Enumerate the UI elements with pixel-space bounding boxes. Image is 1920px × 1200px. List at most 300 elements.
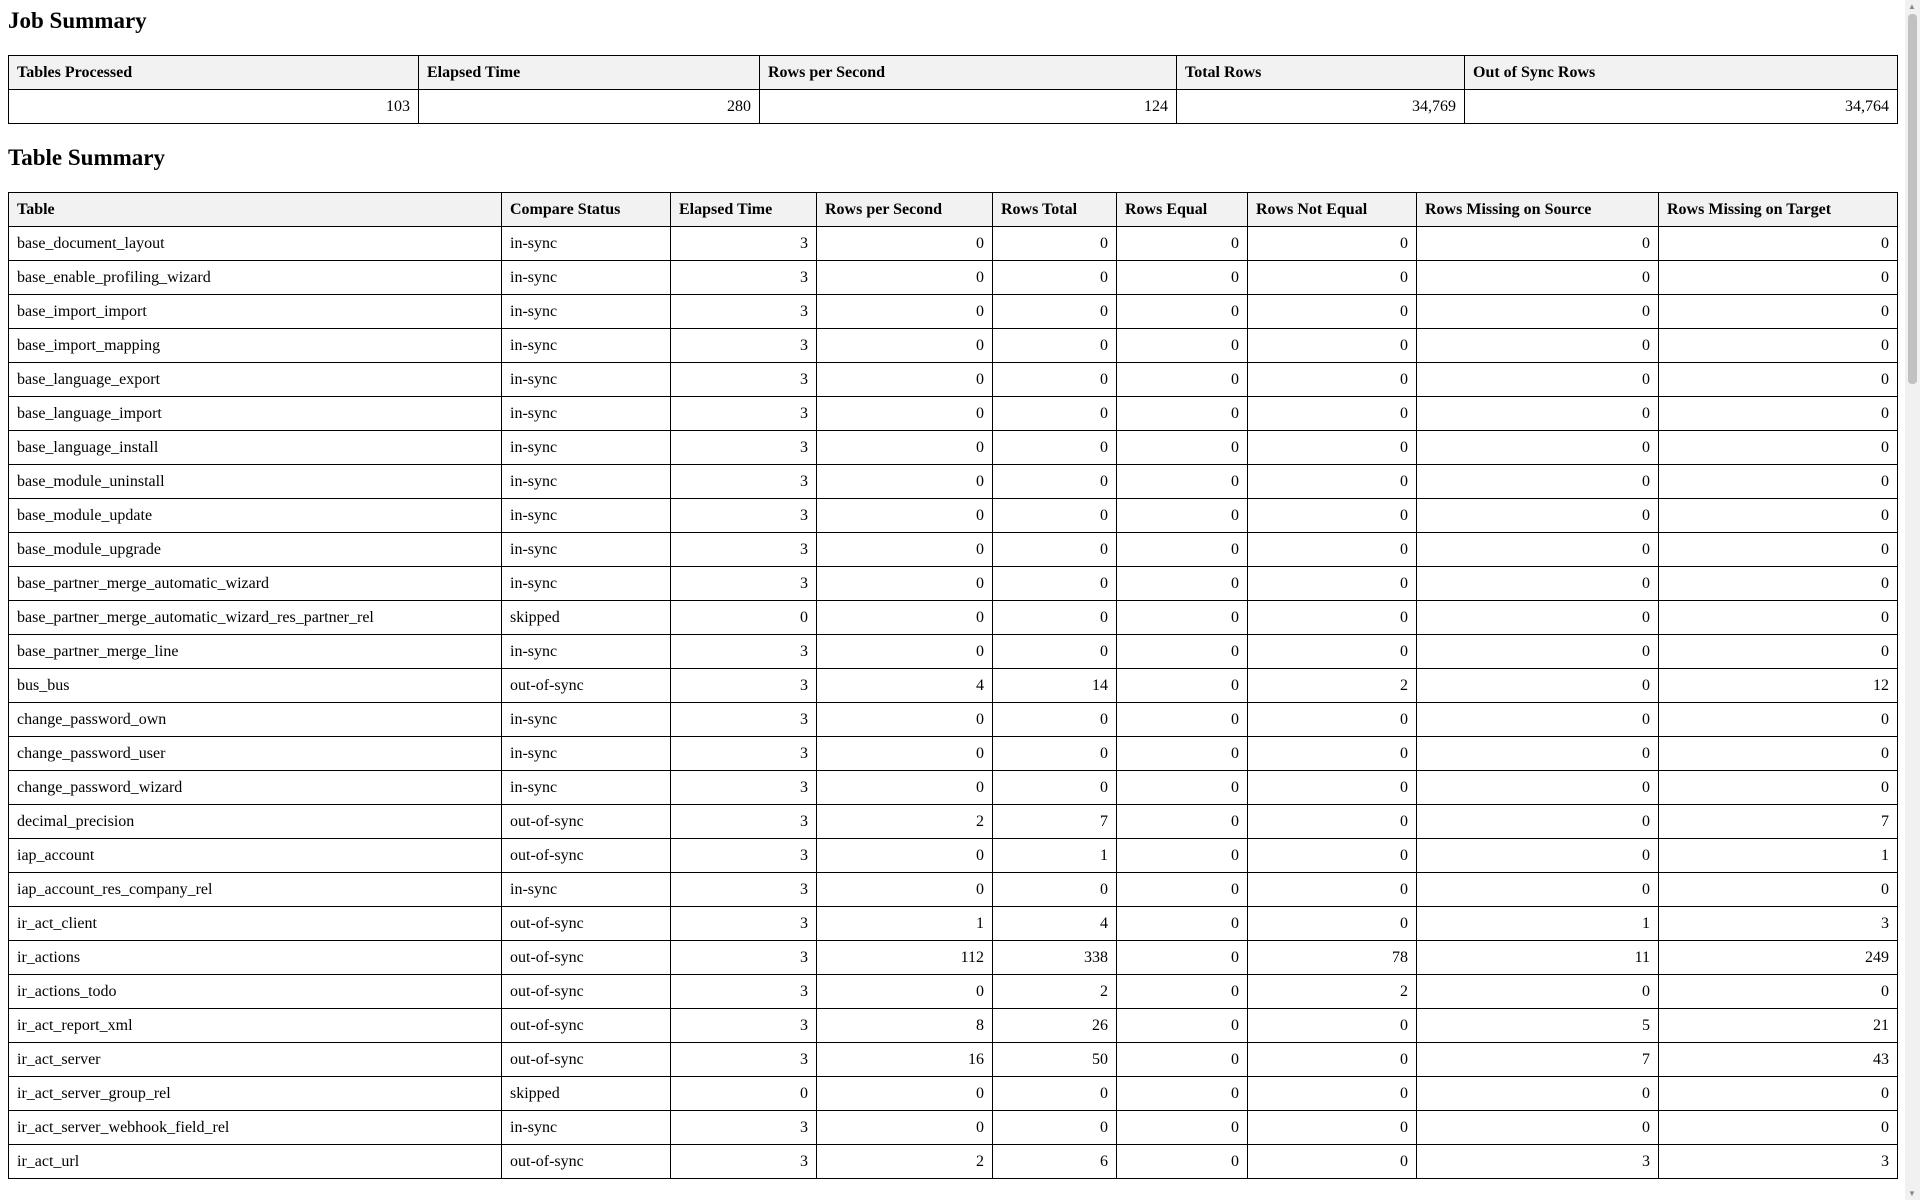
elapsed-time-cell: 0 (671, 1077, 817, 1111)
table-row (9, 465, 1898, 499)
job-summary-header-row (9, 56, 1898, 90)
elapsed-time-cell: 3 (671, 431, 817, 465)
rows-equal-cell: 0 (1117, 839, 1248, 873)
rows-per-second-cell: 1 (817, 907, 993, 941)
table-row (9, 873, 1898, 907)
total-rows-value: 34,769 (1177, 90, 1465, 124)
rows-missing-on-source-cell: 0 (1417, 465, 1659, 499)
rows-missing-on-target-cell: 43 (1659, 1043, 1898, 1077)
compare-status-cell: in-sync (502, 567, 671, 601)
rows-equal-cell: 0 (1117, 363, 1248, 397)
rows-not-equal-cell: 0 (1248, 431, 1417, 465)
rows-total-cell: 0 (993, 329, 1117, 363)
elapsed-time-cell: 3 (671, 703, 817, 737)
elapsed-time-cell: 3 (671, 873, 817, 907)
rows-per-second-cell: 0 (817, 1111, 993, 1145)
rows-missing-on-target-cell: 0 (1659, 1077, 1898, 1111)
rows-equal-cell: 0 (1117, 635, 1248, 669)
table-summary-heading: Table Summary (8, 145, 165, 170)
rows-total-cell: 0 (993, 635, 1117, 669)
compare-status-cell: out-of-sync (502, 1043, 671, 1077)
rows-per-second-cell: 0 (817, 397, 993, 431)
scrollbar-thumb[interactable] (1908, 14, 1917, 384)
header-tables-processed: Tables Processed (9, 56, 419, 90)
compare-status-cell: out-of-sync (502, 1009, 671, 1043)
rows-per-second-cell: 0 (817, 975, 993, 1009)
table-row (9, 601, 1898, 635)
elapsed-time-cell: 3 (671, 975, 817, 1009)
elapsed-time-cell: 3 (671, 839, 817, 873)
elapsed-time-cell: 3 (671, 1043, 817, 1077)
elapsed-time-cell: 3 (671, 805, 817, 839)
job-summary-heading: Job Summary (8, 8, 147, 33)
rows-equal-cell: 0 (1117, 771, 1248, 805)
elapsed-time-cell: 3 (671, 771, 817, 805)
compare-status-cell: in-sync (502, 295, 671, 329)
rows-not-equal-cell: 0 (1248, 533, 1417, 567)
rows-per-second-cell: 16 (817, 1043, 993, 1077)
header-table: Table (9, 193, 502, 227)
compare-status-cell: in-sync (502, 431, 671, 465)
rows-missing-on-source-cell: 0 (1417, 363, 1659, 397)
rows-equal-cell: 0 (1117, 669, 1248, 703)
table-cell: ir_actions (9, 941, 502, 975)
table-cell: iap_account (9, 839, 502, 873)
table-cell: base_language_import (9, 397, 502, 431)
rows-per-second-cell: 0 (817, 1077, 993, 1111)
rows-per-second-cell: 0 (817, 601, 993, 635)
rows-equal-cell: 0 (1117, 873, 1248, 907)
rows-per-second-cell: 0 (817, 363, 993, 397)
elapsed-time-cell: 3 (671, 941, 817, 975)
rows-missing-on-target-cell: 0 (1659, 601, 1898, 635)
rows-not-equal-cell: 0 (1248, 737, 1417, 771)
rows-total-cell: 0 (993, 771, 1117, 805)
rows-equal-cell: 0 (1117, 737, 1248, 771)
scroll-down-arrow-icon[interactable]: ▼ (1908, 1189, 1916, 1198)
compare-status-cell: skipped (502, 601, 671, 635)
rows-missing-on-source-cell: 0 (1417, 431, 1659, 465)
table-row (9, 329, 1898, 363)
rows-equal-cell: 0 (1117, 227, 1248, 261)
table-row (9, 567, 1898, 601)
rows-equal-cell: 0 (1117, 907, 1248, 941)
table-row (9, 1009, 1898, 1043)
rows-missing-on-target-cell: 12 (1659, 669, 1898, 703)
table-row (9, 907, 1898, 941)
rows-total-cell: 14 (993, 669, 1117, 703)
rows-equal-cell: 0 (1117, 499, 1248, 533)
header-rows-missing-on-source: Rows Missing on Source (1417, 193, 1659, 227)
rows-missing-on-source-cell: 0 (1417, 227, 1659, 261)
rows-missing-on-target-cell: 0 (1659, 397, 1898, 431)
rows-total-cell: 0 (993, 1111, 1117, 1145)
table-row (9, 363, 1898, 397)
header-rows-total: Rows Total (993, 193, 1117, 227)
out-of-sync-rows-value: 34,764 (1465, 90, 1898, 124)
elapsed-time-cell: 3 (671, 397, 817, 431)
rows-missing-on-target-cell: 7 (1659, 805, 1898, 839)
rows-total-cell: 0 (993, 1077, 1117, 1111)
rows-not-equal-cell: 0 (1248, 329, 1417, 363)
table-cell: base_partner_merge_automatic_wizard_res_partner_rel (9, 601, 502, 635)
rows-missing-on-target-cell: 0 (1659, 363, 1898, 397)
rows-not-equal-cell: 0 (1248, 1043, 1417, 1077)
rows-missing-on-source-cell: 0 (1417, 329, 1659, 363)
table-cell: base_import_mapping (9, 329, 502, 363)
header-rows-per-second: Rows per Second (817, 193, 993, 227)
rows-not-equal-cell: 0 (1248, 601, 1417, 635)
rows-missing-on-target-cell: 0 (1659, 873, 1898, 907)
table-row (9, 431, 1898, 465)
header-compare-status: Compare Status (502, 193, 671, 227)
compare-status-cell: out-of-sync (502, 907, 671, 941)
rows-total-cell: 50 (993, 1043, 1117, 1077)
table-cell: base_import_import (9, 295, 502, 329)
header-rows-missing-on-target: Rows Missing on Target (1659, 193, 1898, 227)
table-cell: ir_act_report_xml (9, 1009, 502, 1043)
rows-missing-on-target-cell: 1 (1659, 839, 1898, 873)
rows-missing-on-target-cell: 249 (1659, 941, 1898, 975)
header-elapsed-time: Elapsed Time (419, 56, 760, 90)
rows-not-equal-cell: 0 (1248, 1111, 1417, 1145)
rows-missing-on-source-cell: 0 (1417, 635, 1659, 669)
table-row (9, 261, 1898, 295)
compare-status-cell: in-sync (502, 227, 671, 261)
rows-missing-on-target-cell: 0 (1659, 227, 1898, 261)
rows-per-second-cell: 0 (817, 635, 993, 669)
table-cell: base_module_upgrade (9, 533, 502, 567)
rows-equal-cell: 0 (1117, 1009, 1248, 1043)
elapsed-time-cell: 3 (671, 329, 817, 363)
rows-per-second-cell: 2 (817, 1145, 993, 1179)
rows-missing-on-target-cell: 3 (1659, 1145, 1898, 1179)
header-rows-per-second: Rows per Second (760, 56, 1177, 90)
elapsed-time-cell: 3 (671, 533, 817, 567)
table-cell: change_password_own (9, 703, 502, 737)
rows-per-second-cell: 0 (817, 703, 993, 737)
rows-missing-on-source-cell: 0 (1417, 669, 1659, 703)
rows-missing-on-target-cell: 0 (1659, 703, 1898, 737)
elapsed-time-cell: 3 (671, 295, 817, 329)
rows-not-equal-cell: 0 (1248, 261, 1417, 295)
compare-status-cell: in-sync (502, 363, 671, 397)
elapsed-time-cell: 3 (671, 1009, 817, 1043)
rows-total-cell: 0 (993, 363, 1117, 397)
compare-status-cell: in-sync (502, 1111, 671, 1145)
rows-not-equal-cell: 78 (1248, 941, 1417, 975)
rows-not-equal-cell: 0 (1248, 567, 1417, 601)
rows-per-second-cell: 112 (817, 941, 993, 975)
table-row (9, 1111, 1898, 1145)
table-summary-table (8, 192, 1898, 1179)
rows-not-equal-cell: 0 (1248, 465, 1417, 499)
rows-total-cell: 4 (993, 907, 1117, 941)
rows-total-cell: 1 (993, 839, 1117, 873)
elapsed-time-cell: 3 (671, 737, 817, 771)
rows-missing-on-source-cell: 0 (1417, 873, 1659, 907)
rows-missing-on-target-cell: 0 (1659, 635, 1898, 669)
rows-missing-on-source-cell: 3 (1417, 1145, 1659, 1179)
table-cell: change_password_wizard (9, 771, 502, 805)
rows-per-second-cell: 0 (817, 329, 993, 363)
rows-missing-on-source-cell: 0 (1417, 737, 1659, 771)
rows-missing-on-source-cell: 0 (1417, 1111, 1659, 1145)
rows-per-second-cell: 0 (817, 431, 993, 465)
rows-equal-cell: 0 (1117, 295, 1248, 329)
rows-total-cell: 0 (993, 397, 1117, 431)
rows-equal-cell: 0 (1117, 1077, 1248, 1111)
rows-missing-on-target-cell: 21 (1659, 1009, 1898, 1043)
rows-per-second-cell: 0 (817, 771, 993, 805)
header-out-of-sync-rows: Out of Sync Rows (1465, 56, 1898, 90)
table-cell: ir_act_server_webhook_field_rel (9, 1111, 502, 1145)
rows-equal-cell: 0 (1117, 397, 1248, 431)
rows-not-equal-cell: 0 (1248, 1145, 1417, 1179)
rows-missing-on-source-cell: 0 (1417, 1077, 1659, 1111)
rows-missing-on-target-cell: 0 (1659, 975, 1898, 1009)
rows-missing-on-source-cell: 0 (1417, 397, 1659, 431)
rows-total-cell: 338 (993, 941, 1117, 975)
rows-equal-cell: 0 (1117, 601, 1248, 635)
elapsed-time-cell: 3 (671, 1111, 817, 1145)
rows-total-cell: 26 (993, 1009, 1117, 1043)
elapsed-time-cell: 3 (671, 227, 817, 261)
rows-per-second-value: 124 (760, 90, 1177, 124)
elapsed-time-cell: 3 (671, 567, 817, 601)
rows-missing-on-target-cell: 0 (1659, 567, 1898, 601)
rows-total-cell: 0 (993, 431, 1117, 465)
rows-missing-on-source-cell: 0 (1417, 499, 1659, 533)
compare-status-cell: in-sync (502, 465, 671, 499)
rows-missing-on-target-cell: 0 (1659, 771, 1898, 805)
rows-total-cell: 0 (993, 703, 1117, 737)
compare-status-cell: skipped (502, 1077, 671, 1111)
table-cell: change_password_user (9, 737, 502, 771)
scroll-up-arrow-icon[interactable]: ▲ (1908, 2, 1916, 11)
table-row (9, 771, 1898, 805)
rows-total-cell: 2 (993, 975, 1117, 1009)
rows-missing-on-source-cell: 0 (1417, 975, 1659, 1009)
table-row (9, 703, 1898, 737)
tables-processed-value: 103 (9, 90, 419, 124)
table-row (9, 839, 1898, 873)
rows-missing-on-source-cell: 11 (1417, 941, 1659, 975)
elapsed-time-cell: 3 (671, 261, 817, 295)
table-cell: base_module_update (9, 499, 502, 533)
rows-missing-on-source-cell: 0 (1417, 261, 1659, 295)
rows-not-equal-cell: 0 (1248, 703, 1417, 737)
compare-status-cell: in-sync (502, 261, 671, 295)
rows-equal-cell: 0 (1117, 805, 1248, 839)
rows-equal-cell: 0 (1117, 465, 1248, 499)
compare-status-cell: out-of-sync (502, 669, 671, 703)
job-summary-table (8, 55, 1898, 124)
compare-status-cell: in-sync (502, 397, 671, 431)
rows-not-equal-cell: 0 (1248, 873, 1417, 907)
rows-not-equal-cell: 0 (1248, 635, 1417, 669)
header-rows-equal: Rows Equal (1117, 193, 1248, 227)
table-cell: bus_bus (9, 669, 502, 703)
rows-total-cell: 7 (993, 805, 1117, 839)
table-row (9, 975, 1898, 1009)
table-row (9, 941, 1898, 975)
compare-status-cell: in-sync (502, 737, 671, 771)
elapsed-time-cell: 3 (671, 363, 817, 397)
table-cell: base_partner_merge_automatic_wizard (9, 567, 502, 601)
compare-status-cell: out-of-sync (502, 975, 671, 1009)
rows-per-second-cell: 8 (817, 1009, 993, 1043)
header-elapsed-time: Elapsed Time (671, 193, 817, 227)
rows-not-equal-cell: 0 (1248, 397, 1417, 431)
table-cell: base_language_install (9, 431, 502, 465)
rows-missing-on-target-cell: 0 (1659, 737, 1898, 771)
rows-equal-cell: 0 (1117, 567, 1248, 601)
compare-status-cell: out-of-sync (502, 839, 671, 873)
rows-missing-on-source-cell: 0 (1417, 533, 1659, 567)
rows-total-cell: 0 (993, 227, 1117, 261)
rows-equal-cell: 0 (1117, 261, 1248, 295)
rows-equal-cell: 0 (1117, 329, 1248, 363)
compare-status-cell: out-of-sync (502, 941, 671, 975)
elapsed-time-cell: 3 (671, 465, 817, 499)
elapsed-time-cell: 3 (671, 669, 817, 703)
table-cell: ir_act_client (9, 907, 502, 941)
rows-equal-cell: 0 (1117, 431, 1248, 465)
rows-missing-on-source-cell: 0 (1417, 839, 1659, 873)
elapsed-time-cell: 3 (671, 499, 817, 533)
table-cell: ir_actions_todo (9, 975, 502, 1009)
rows-equal-cell: 0 (1117, 975, 1248, 1009)
table-cell: base_document_layout (9, 227, 502, 261)
rows-equal-cell: 0 (1117, 1145, 1248, 1179)
rows-not-equal-cell: 0 (1248, 771, 1417, 805)
table-row (9, 397, 1898, 431)
compare-status-cell: in-sync (502, 533, 671, 567)
rows-not-equal-cell: 0 (1248, 805, 1417, 839)
rows-not-equal-cell: 0 (1248, 227, 1417, 261)
rows-total-cell: 6 (993, 1145, 1117, 1179)
rows-not-equal-cell: 0 (1248, 907, 1417, 941)
rows-total-cell: 0 (993, 873, 1117, 907)
rows-per-second-cell: 0 (817, 261, 993, 295)
table-cell: ir_act_server (9, 1043, 502, 1077)
elapsed-time-cell: 3 (671, 635, 817, 669)
rows-not-equal-cell: 0 (1248, 1009, 1417, 1043)
rows-not-equal-cell: 0 (1248, 499, 1417, 533)
rows-per-second-cell: 0 (817, 227, 993, 261)
table-row (9, 1145, 1898, 1179)
table-cell: base_partner_merge_line (9, 635, 502, 669)
job-summary-values-row (9, 90, 1898, 124)
compare-status-cell: in-sync (502, 635, 671, 669)
rows-equal-cell: 0 (1117, 533, 1248, 567)
compare-status-cell: in-sync (502, 771, 671, 805)
rows-not-equal-cell: 0 (1248, 839, 1417, 873)
compare-status-cell: in-sync (502, 329, 671, 363)
rows-missing-on-source-cell: 5 (1417, 1009, 1659, 1043)
rows-missing-on-target-cell: 0 (1659, 261, 1898, 295)
table-row (9, 1043, 1898, 1077)
table-row (9, 227, 1898, 261)
rows-total-cell: 0 (993, 737, 1117, 771)
rows-missing-on-source-cell: 7 (1417, 1043, 1659, 1077)
rows-per-second-cell: 0 (817, 295, 993, 329)
rows-missing-on-target-cell: 0 (1659, 533, 1898, 567)
rows-per-second-cell: 0 (817, 873, 993, 907)
table-summary-body (9, 227, 1898, 1179)
table-cell: base_module_uninstall (9, 465, 502, 499)
table-summary-header-row (9, 193, 1898, 227)
table-cell: ir_act_server_group_rel (9, 1077, 502, 1111)
compare-status-cell: in-sync (502, 499, 671, 533)
rows-not-equal-cell: 0 (1248, 1077, 1417, 1111)
rows-missing-on-target-cell: 0 (1659, 465, 1898, 499)
rows-total-cell: 0 (993, 533, 1117, 567)
rows-per-second-cell: 2 (817, 805, 993, 839)
rows-missing-on-source-cell: 0 (1417, 771, 1659, 805)
table-row (9, 669, 1898, 703)
rows-missing-on-source-cell: 1 (1417, 907, 1659, 941)
header-rows-not-equal: Rows Not Equal (1248, 193, 1417, 227)
compare-status-cell: out-of-sync (502, 1145, 671, 1179)
rows-per-second-cell: 0 (817, 465, 993, 499)
header-total-rows: Total Rows (1177, 56, 1465, 90)
rows-equal-cell: 0 (1117, 941, 1248, 975)
elapsed-time-cell: 0 (671, 601, 817, 635)
rows-missing-on-target-cell: 3 (1659, 907, 1898, 941)
table-cell: decimal_precision (9, 805, 502, 839)
rows-not-equal-cell: 0 (1248, 363, 1417, 397)
rows-missing-on-source-cell: 0 (1417, 805, 1659, 839)
table-cell: base_enable_profiling_wizard (9, 261, 502, 295)
table-row (9, 295, 1898, 329)
table-row (9, 1077, 1898, 1111)
rows-equal-cell: 0 (1117, 1111, 1248, 1145)
rows-not-equal-cell: 2 (1248, 669, 1417, 703)
table-cell: iap_account_res_company_rel (9, 873, 502, 907)
rows-missing-on-source-cell: 0 (1417, 703, 1659, 737)
rows-missing-on-source-cell: 0 (1417, 567, 1659, 601)
table-cell: base_language_export (9, 363, 502, 397)
table-row (9, 805, 1898, 839)
rows-total-cell: 0 (993, 465, 1117, 499)
vertical-scrollbar[interactable] (1905, 0, 1920, 1200)
rows-missing-on-source-cell: 0 (1417, 295, 1659, 329)
rows-missing-on-target-cell: 0 (1659, 329, 1898, 363)
rows-not-equal-cell: 2 (1248, 975, 1417, 1009)
rows-not-equal-cell: 0 (1248, 295, 1417, 329)
rows-total-cell: 0 (993, 567, 1117, 601)
rows-per-second-cell: 4 (817, 669, 993, 703)
rows-total-cell: 0 (993, 601, 1117, 635)
rows-total-cell: 0 (993, 499, 1117, 533)
compare-status-cell: in-sync (502, 703, 671, 737)
table-row (9, 533, 1898, 567)
rows-equal-cell: 0 (1117, 1043, 1248, 1077)
rows-per-second-cell: 0 (817, 839, 993, 873)
rows-per-second-cell: 0 (817, 567, 993, 601)
rows-missing-on-source-cell: 0 (1417, 601, 1659, 635)
rows-per-second-cell: 0 (817, 533, 993, 567)
rows-per-second-cell: 0 (817, 499, 993, 533)
elapsed-time-cell: 3 (671, 1145, 817, 1179)
rows-per-second-cell: 0 (817, 737, 993, 771)
table-row (9, 635, 1898, 669)
compare-status-cell: out-of-sync (502, 805, 671, 839)
table-row (9, 737, 1898, 771)
rows-missing-on-target-cell: 0 (1659, 431, 1898, 465)
